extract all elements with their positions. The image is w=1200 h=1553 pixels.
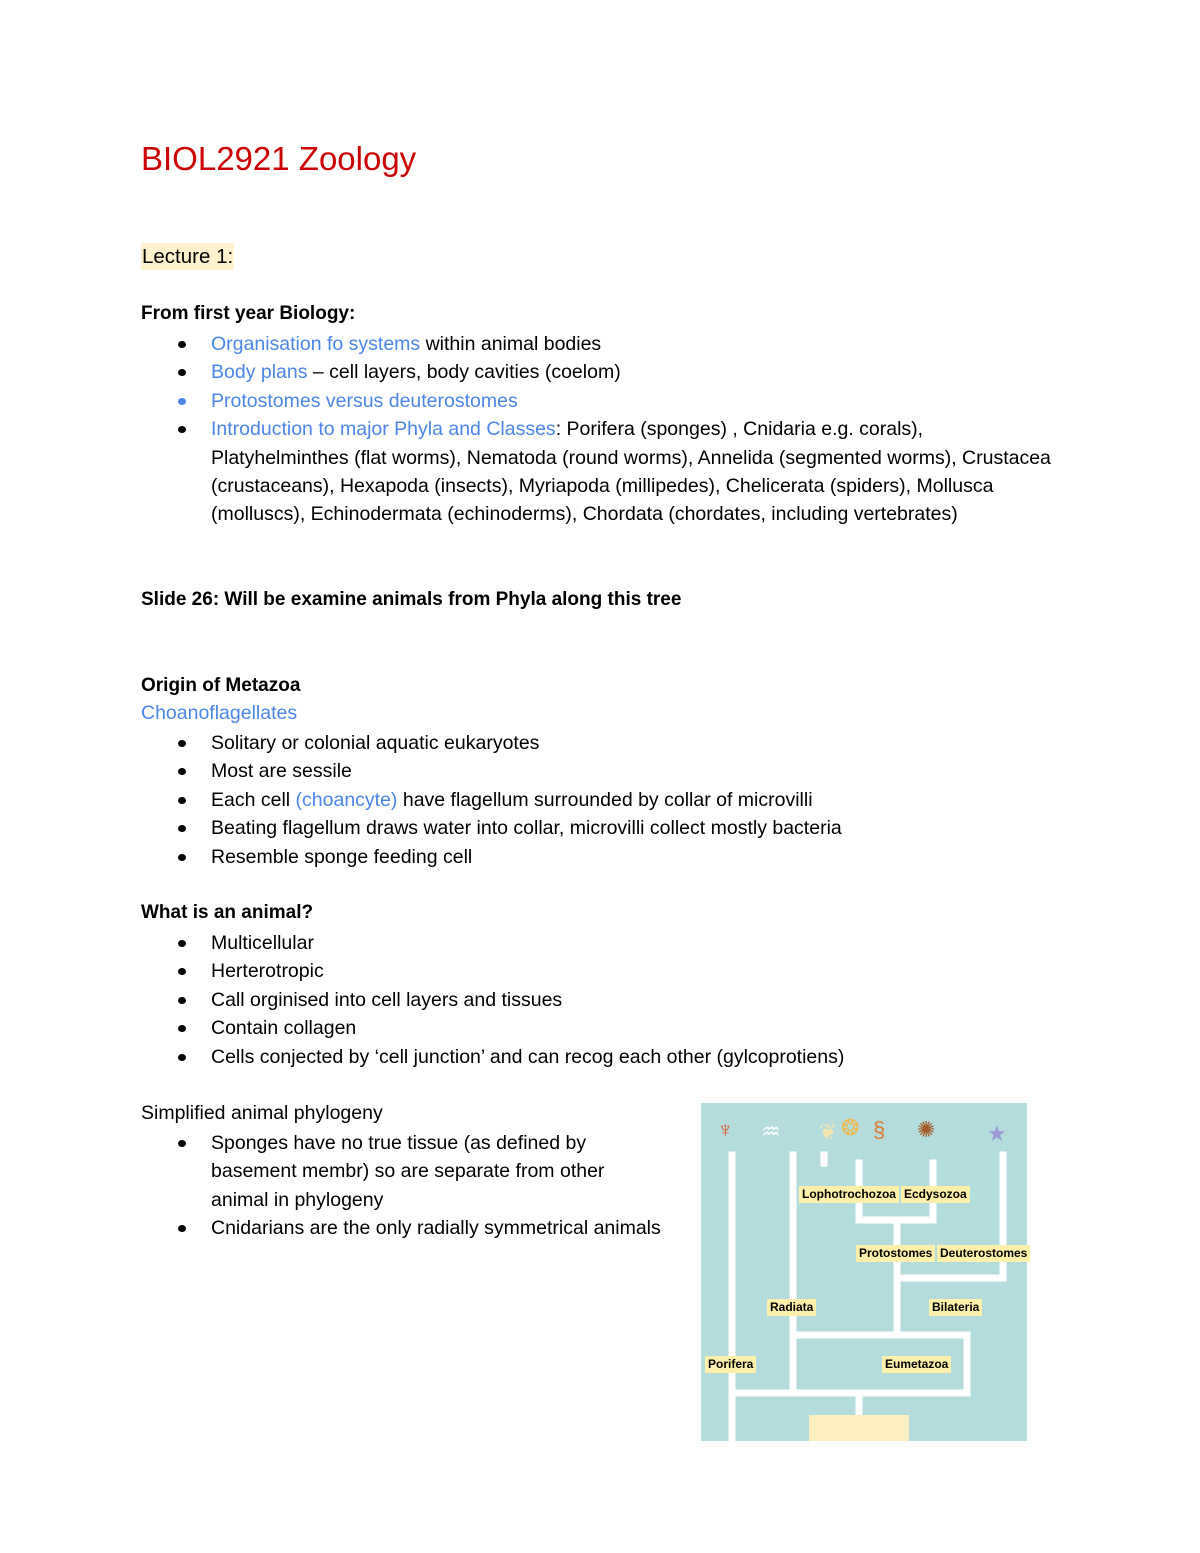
slide-26-note: Slide 26: Will be examine animals from Phyla along this tree: [141, 589, 682, 610]
list-item: Beating flagellum draws water into collar, microvilli collect mostly bacteria: [141, 814, 1061, 842]
document-title: BIOL2921 Zoology: [141, 140, 417, 177]
list-item: Each cell (choancyte) have flagellum surrounded by collar of microvilli: [141, 786, 1061, 814]
phylogeny-list: [141, 1129, 661, 1243]
link-text[interactable]: Organisation fo systems: [211, 333, 421, 355]
label-deuterostomes: Deuterostomes: [937, 1245, 1030, 1262]
tree-branches: [701, 1103, 1027, 1441]
list-item: Contain collagen: [141, 1014, 1061, 1042]
link-text[interactable]: (choancyte): [295, 788, 398, 811]
section-heading-metazoa: Origin of Metazoa: [141, 675, 301, 696]
first-year-list: [141, 330, 1061, 529]
label-radiata: Radiata: [767, 1299, 816, 1316]
list-item: Herterotropic: [141, 957, 1061, 985]
section-heading-first-year: From first year Biology:: [141, 303, 356, 324]
list-item: Cells conjected by ‘cell junction’ and can recog each other (gylcoprotiens): [141, 1043, 1061, 1071]
label-ecdysozoa: Ecdysozoa: [901, 1186, 970, 1203]
list-item: Cnidarians are the only radially symmetrical animals: [141, 1214, 661, 1242]
list-item: [141, 387, 1061, 415]
coral-icon: ♆: [717, 1117, 734, 1142]
animal-list: [141, 929, 1061, 1071]
list-item: Resemble sponge feeding cell: [141, 843, 1061, 871]
section-heading-phylogeny: Simplified animal phylogeny: [141, 1102, 383, 1124]
lecture-heading: Lecture 1:: [142, 245, 234, 268]
label-protostomes: Protostomes: [856, 1245, 935, 1262]
link-text[interactable]: Introduction to major Phyla and Classes: [211, 418, 556, 441]
list-item: Multicellular: [141, 929, 1061, 957]
list-item: Introduction to major Phyla and Classes: Porifera (sponges) , Cnidaria e.g. corals), Platyhelminthes (flat worms), Nematoda (round worms), Annelida (segmented worms), Crustacea (crustaceans), Hexapoda (insects), Myriapoda (millipedes), Chelicerata (spiders), Mollusca (molluscs), Echinodermata (echinoderms), Chordata (chordates, including vertebrates): [141, 415, 1061, 529]
list-item: Solitary or colonial aquatic eukaryotes: [141, 729, 1061, 757]
snail-icon: ❂: [841, 1115, 860, 1140]
crab-icon: ✺: [917, 1117, 936, 1142]
worm-icon: §: [873, 1117, 886, 1142]
list-item: Call orginised into cell layers and tissues: [141, 986, 1061, 1014]
tree-root-box: [809, 1415, 909, 1441]
flatworm-icon: ❦: [819, 1119, 838, 1144]
jellyfish-icon: ♒: [761, 1119, 781, 1144]
label-eumetazoa: Eumetazoa: [882, 1356, 951, 1373]
choanoflagellates-subheading[interactable]: Choanoflagellates: [141, 702, 298, 724]
label-lophotrochozoa: Lophotrochozoa: [799, 1186, 899, 1203]
label-porifera: Porifera: [705, 1356, 756, 1373]
section-heading-animal: What is an animal?: [141, 902, 314, 923]
list-item: Sponges have no true tissue (as defined by basement membr) so are separate from other animal in phylogeny: [141, 1129, 661, 1214]
list-item: Body plans – cell layers, body cavities (coelom): [141, 358, 1061, 386]
list-item: Organisation fo systems within animal bodies: [141, 330, 1061, 358]
link-text[interactable]: Protostomes versus deuterostomes: [211, 389, 518, 412]
link-text[interactable]: Body plans: [211, 361, 308, 384]
label-bilateria: Bilateria: [929, 1299, 982, 1316]
list-item: Most are sessile: [141, 757, 1061, 785]
starfish-icon: ★: [987, 1121, 1007, 1146]
metazoa-list: [141, 729, 1061, 871]
phylogeny-tree-image: [701, 1103, 1027, 1441]
